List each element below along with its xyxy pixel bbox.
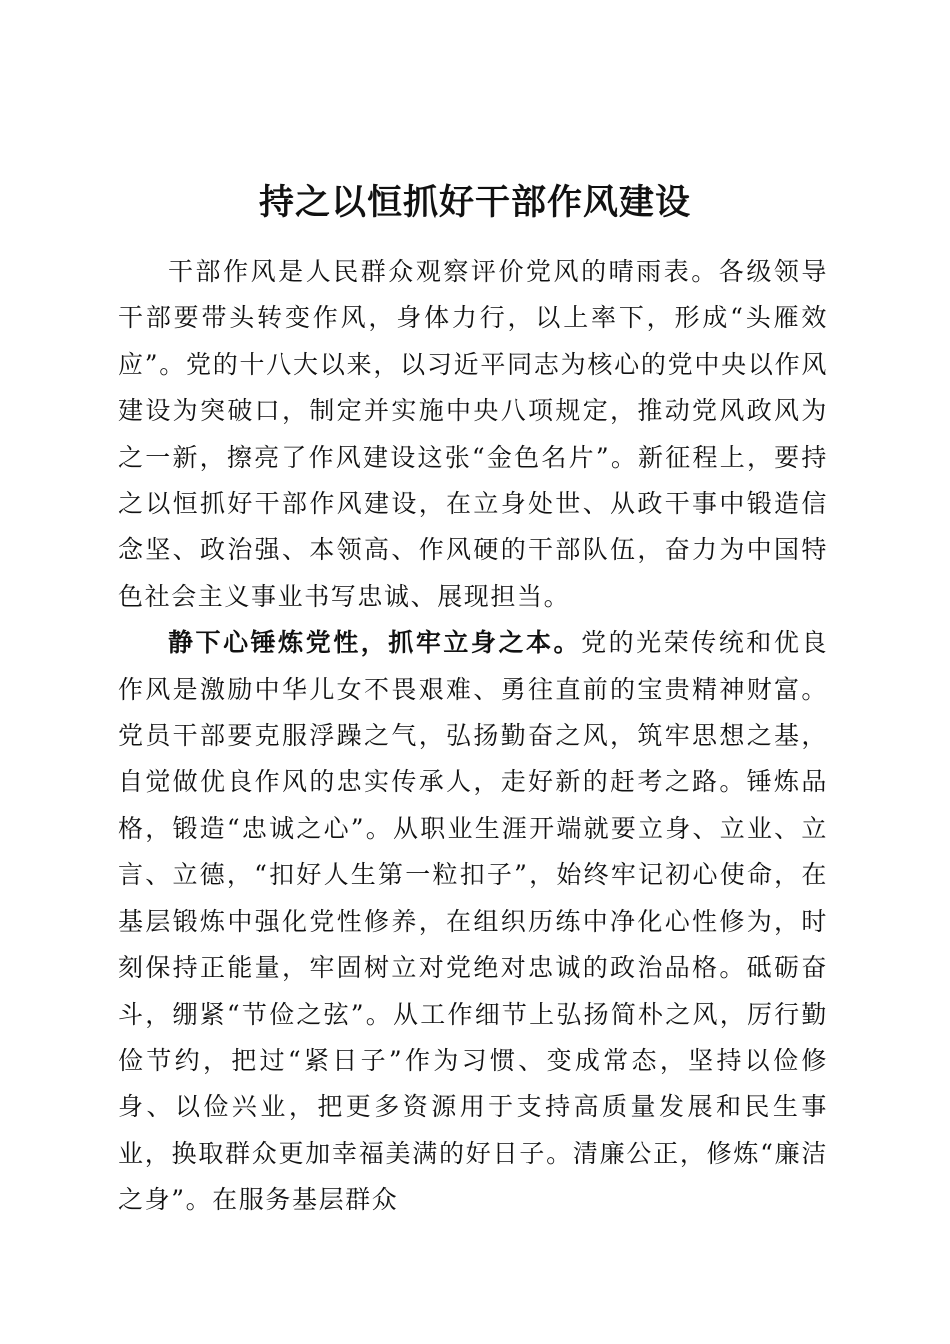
paragraph-lead-heading: 静下心锤炼党性，抓牢立身之本。: [168, 628, 582, 658]
document-body: [118, 249, 828, 1224]
document-title: 持之以恒抓好干部作风建设: [258, 182, 691, 223]
paragraph-intro-text: 干部作风是人民群众观察评价党风的晴雨表。各级领导干部要带头转变作风，身体力行，以上率下，形成“头雁效应”。党的十八大以来，以习近平同志为核心的党中央以作风建设为突破口，制定并实施中央八项规定，推动党风政风为之一新，擦亮了作风建设这张“金色名片”。新征程上，要持之以恒抓好干部作风建设，在立身处世、从政干事中锻造信念坚、政治强、本领高、作风硬的干部队伍，奋力为中国特色社会主义事业书写忠诚、展现担当。: [118, 257, 828, 611]
paragraph-intro: [118, 249, 828, 620]
paragraph-party-spirit-text: 党的光荣传统和优良作风是激励中华儿女不畏艰难、勇往直前的宝贵精神财富。党员干部要克服浮躁之气，弘扬勤奋之风，筑牢思想之基，自觉做优良作风的忠实传承人，走好新的赶考之路。锤炼品格，锻造“忠诚之心”。从职业生涯开端就要立身、立业、立言、立德，“扣好人生第一粒扣子”，始终牢记初心使命，在基层锻炼中强化党性修养，在组织历练中净化心性修为，时刻保持正能量，牢固树立对党绝对忠诚的政治品格。砥砺奋斗，绷紧“节俭之弦”。从工作细节上弘扬简朴之风，厉行勤俭节约，把过“紧日子”作为习惯、变成常态，坚持以俭修身、以俭兴业，把更多资源用于支持高质量发展和民生事业，换取群众更加幸福美满的好日子。清廉公正，修炼“廉洁之身”。在服务基层群众: [118, 628, 828, 1215]
paragraph-party-spirit: [118, 620, 828, 1223]
